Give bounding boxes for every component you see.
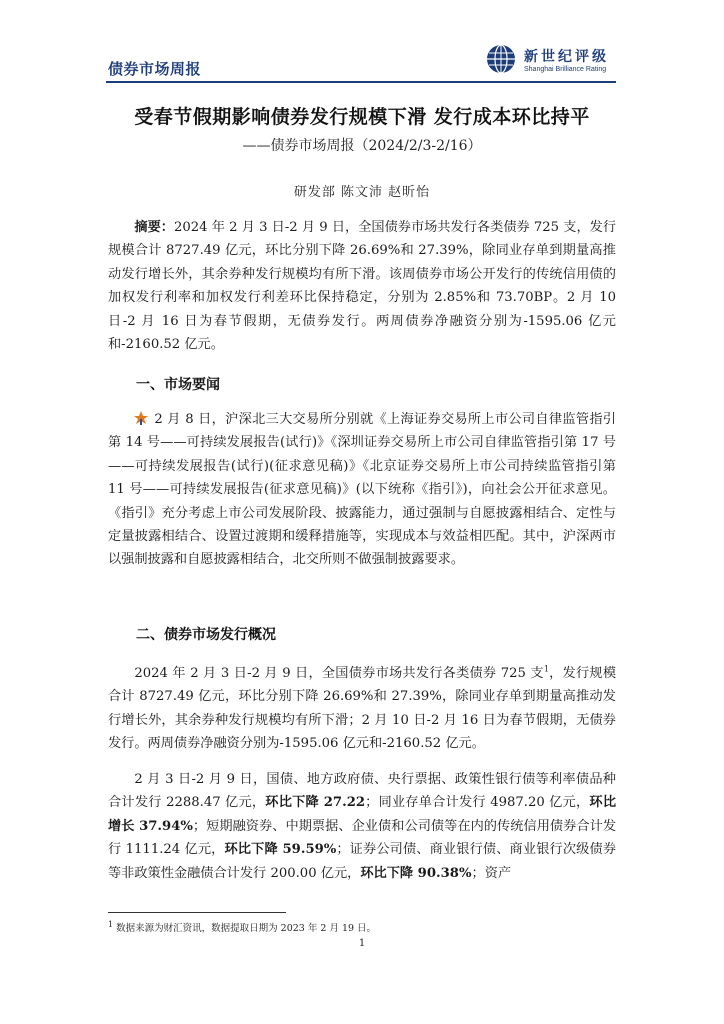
p2-text-c: ；同业存单合计发行 4987.20 亿元， <box>365 795 590 811</box>
page-header <box>0 0 724 90</box>
footnote <box>108 920 376 934</box>
globe-logo-icon <box>486 44 516 74</box>
footnote-divider <box>108 912 286 913</box>
company-logo <box>486 44 626 78</box>
p2-text-a: 2 月 3 日-2 月 9 日，国债、地方政府债、央行票据、政策性银行债等利率债品种合计发行 2288.47 亿元， <box>108 772 616 811</box>
issuance-paragraph-2 <box>108 768 616 885</box>
section-heading-market-news: 一、市场要闻 <box>136 377 220 393</box>
news-paragraph <box>108 408 616 572</box>
news-text: 2 月 8 日，沪深北三大交易所分别就《上海证券交易所上市公司自律监管指引第 14 号——可持续发展报告(试行)》《深圳证券交易所上市公司自律监管指引第 17 号——可持续发展报告(试行)(征求意见稿)》《北京证券交易所上市公司持续监管指引第 11 号——可持续发展报告(征求意见稿)》(以下统称《指引》)，向社会公开征求意见。《指引》充分考虑上市公司发展阶段、披露能力，通过强制与自愿披露相结合、定性与定量披露相结合、设置过渡期和缓释措施等，实现成本与效益相匹配。其中，沪深两市以强制披露和自愿披露相结合，北交所则不做强制披露要求。 <box>108 412 616 568</box>
page-number: 1 <box>358 938 366 949</box>
p2-highlight-rate-bonds: 环比下降 27.22 <box>265 795 366 811</box>
document-title: 受春节假期影响债券发行规模下滑 发行成本环比持平 <box>134 106 590 128</box>
p1-text-a: 2024 年 2 月 3 日-2 月 9 日，全国债券市场共发行各类债券 725 支 <box>134 666 544 681</box>
footnote-mark: 1 <box>108 919 114 929</box>
header-divider <box>106 81 616 83</box>
p2-highlight-ncd: 环比增长 37.94% <box>108 795 617 834</box>
footnote-text: 数据来源为财汇资讯，数据提取日期为 2023 年 2 月 19 日。 <box>116 923 377 934</box>
p1-text-b: ，发行规模合计 8727.49 亿元，环比分别下降 26.69%和 27.39%，除同业存单到期量高推动发行增长外，其余券种发行规模均有所下滑；2 月 10 日-2 月 16 日为春节假期，无债券发行。两周债券净融资分别为-1595.06 亿元和-2160.52 亿元。 <box>108 666 617 752</box>
document-authors: 研发部 陈文沛 赵昕怡 <box>293 185 431 200</box>
p2-text-e: ；短期融资券、中期票据、企业债和公司债等在内的传统信用债券合计发行 1111.24 亿元， <box>108 818 617 858</box>
p2-highlight-financial-bonds: 环比下降 90.38% <box>360 865 472 881</box>
section-heading-issuance-overview: 二、债券市场发行概况 <box>136 627 276 643</box>
logo-chinese-name: 新世纪评级 <box>524 49 609 65</box>
abstract-label: 摘要： <box>134 220 174 235</box>
p2-text-g: ；证券公司债、商业银行债、商业银行次级债券等非政策性金融债合计发行 200.00 亿元， <box>108 842 617 881</box>
issuance-paragraph-1 <box>108 662 616 756</box>
document-subtitle: ——债券市场周报（2024/2/3-2/16） <box>242 138 482 154</box>
abstract-text: 2024 年 2 月 3 日-2 月 9 日，全国债券市场共发行各类债券 725 支，发行规模合计 8727.49 亿元，环比分别下降 26.69%和 27.39%，除同业存单到期量高推动发行增长外，其余券种发行规模均有所下滑。该周债券市场公开发行的传统信用债的加权发行利率和加权发行利差环比保持稳定，分别为 2.85%和 73.70BP。2 月 10 日-2 月 16 日为春节假期，无债券发行。两周债券净融资分别为-1595.06 亿元和-2160.52 亿元。 <box>108 220 617 353</box>
p2-text-i: ；资产 <box>471 865 512 881</box>
pin-icon <box>134 411 148 425</box>
logo-english-name: Shanghai Brilliance Rating <box>524 66 607 73</box>
header-section-title: 债券市场周报 <box>108 60 202 78</box>
footnote-ref[interactable]: 1 <box>543 664 549 674</box>
abstract-paragraph <box>108 216 616 356</box>
p2-highlight-credit-bonds: 环比下降 59.59% <box>224 842 337 858</box>
